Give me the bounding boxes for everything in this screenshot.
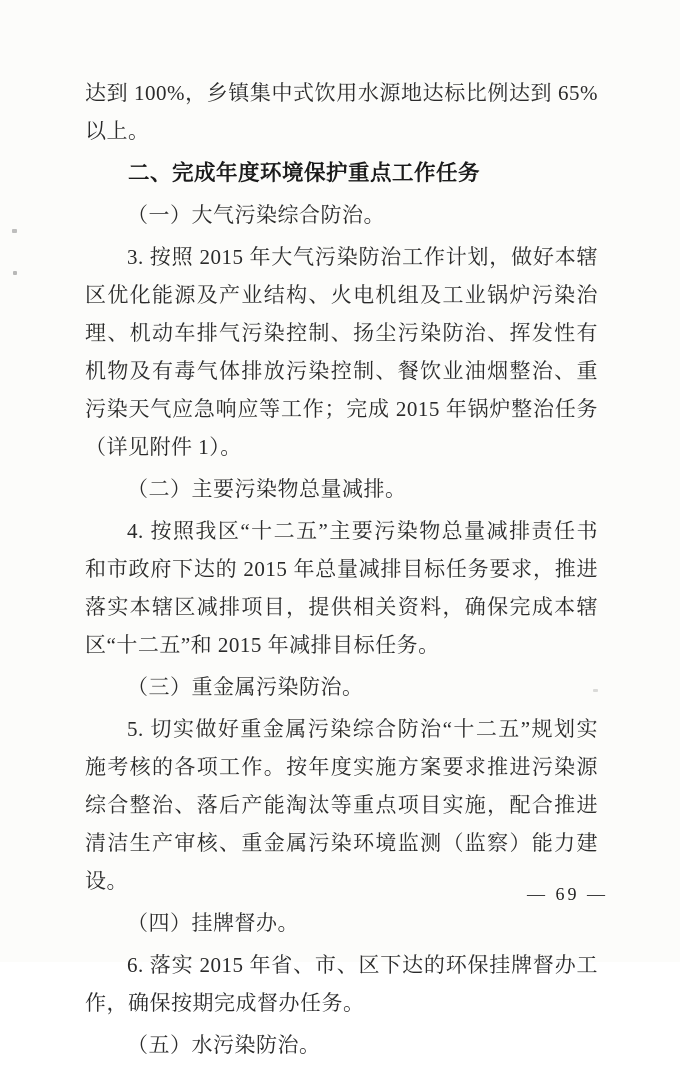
continuation-line: 达到 100%，乡镇集中式饮用水源地达标比例达到 65%以上。 (85, 81, 598, 143)
subsection-heading-5: （五）水污染防治。 (127, 1033, 321, 1057)
scan-artifact-dot (13, 271, 17, 275)
page-number: — 69 — (527, 884, 608, 904)
scan-artifact-dot (12, 229, 17, 233)
subsection-heading-2: （二）主要污染物总量减排。 (127, 477, 407, 501)
paragraph-3: 3. 按照 2015 年大气污染防治工作计划，做好本辖区优化能源及产业结构、火电机组及工业锅炉污染治理、机动车排气污染控制、扬尘污染防治、挥发性有机物及有毒气体排放污染控制、餐饮业油烟整治、重污染天气应急响应等工作；完成 2015 年锅炉整治任务（详见附件 1）。 (85, 245, 598, 459)
paragraph-4: 4. 按照我区“十二五”主要污染物总量减排责任书和市政府下达的 2015 年总量减排目标任务要求，推进落实本辖区减排项目，提供相关资料，确保完成本辖区“十二五”和 2015 年减排目标任务。 (85, 519, 598, 657)
paragraph-6: 6. 落实 2015 年省、市、区下达的环保挂牌督办工作，确保按期完成督办任务。 (85, 953, 598, 1015)
paragraph-5: 5. 切实做好重金属污染综合防治“十二五”规划实施考核的各项工作。按年度实施方案要求推进污染源综合整治、落后产能淘汰等重点项目实施，配合推进清洁生产审核、重金属污染环境监测（监察）能力建设。 (85, 717, 598, 893)
subsection-heading-3: （三）重金属污染防治。 (127, 675, 364, 699)
subsection-heading-1: （一）大气污染综合防治。 (127, 203, 385, 227)
document-body (85, 74, 598, 1068)
subsection-heading-4: （四）挂牌督办。 (127, 911, 299, 935)
section-heading: 二、完成年度环境保护重点工作任务 (128, 161, 481, 185)
